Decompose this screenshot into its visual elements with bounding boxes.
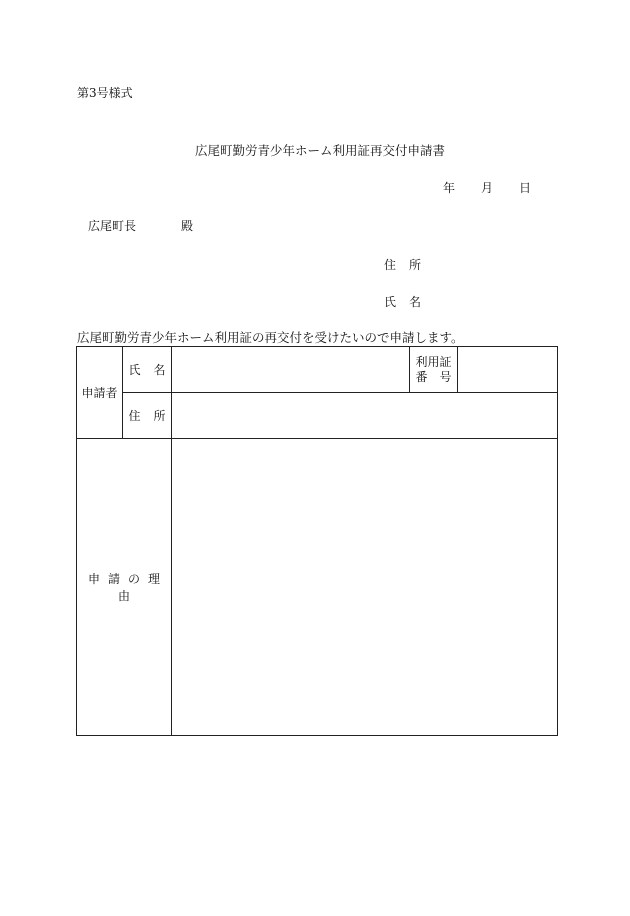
label-char: 氏: [384, 295, 397, 309]
label-char: 住: [128, 409, 141, 423]
date-day: 日: [519, 181, 532, 195]
applicant-header-cell: [77, 347, 123, 439]
label-char: 氏: [128, 363, 141, 377]
card-number-label-cell: [410, 347, 458, 393]
addressee-honorific: 殿: [181, 219, 194, 233]
address-label-cell: [123, 393, 172, 439]
application-table: [76, 346, 558, 736]
label-char: 理: [148, 572, 161, 586]
label-char: 申: [87, 572, 100, 586]
label-char: 住: [384, 258, 397, 272]
address-field[interactable]: [172, 393, 558, 439]
reason-label-cell: [77, 439, 172, 736]
form-number: 第3号様式: [77, 86, 133, 100]
card-number-label-line: 番 号: [415, 369, 452, 384]
table-row: [77, 393, 558, 439]
label-char: 由: [117, 589, 130, 603]
label-char: の: [128, 572, 141, 586]
label-char: 所: [153, 409, 166, 423]
reason-field[interactable]: [172, 439, 558, 736]
applicant-header: 申請者: [81, 386, 118, 400]
label-char: 請: [107, 572, 120, 586]
label-char: 名: [409, 295, 422, 309]
name-label-cell: [123, 347, 172, 393]
applicant-name-label: [384, 293, 421, 310]
card-number-field[interactable]: [458, 347, 558, 393]
date-year: 年: [443, 181, 456, 195]
date-month: 月: [481, 181, 494, 195]
label-char: 所: [409, 258, 422, 272]
document-title: 広尾町勤労青少年ホーム利用証再交付申請書: [194, 143, 445, 158]
application-statement: 広尾町勤労青少年ホーム利用証の再交付を受けたいので申請します。: [77, 330, 464, 345]
name-field[interactable]: [172, 347, 410, 393]
card-number-label-line: 利用証: [415, 354, 452, 369]
applicant-address-label: [384, 256, 421, 273]
addressee-name: 広尾町長: [88, 219, 137, 233]
date-line: [443, 179, 531, 196]
table-row: [77, 347, 558, 393]
label-char: 名: [153, 363, 166, 377]
table-row: [77, 439, 558, 736]
